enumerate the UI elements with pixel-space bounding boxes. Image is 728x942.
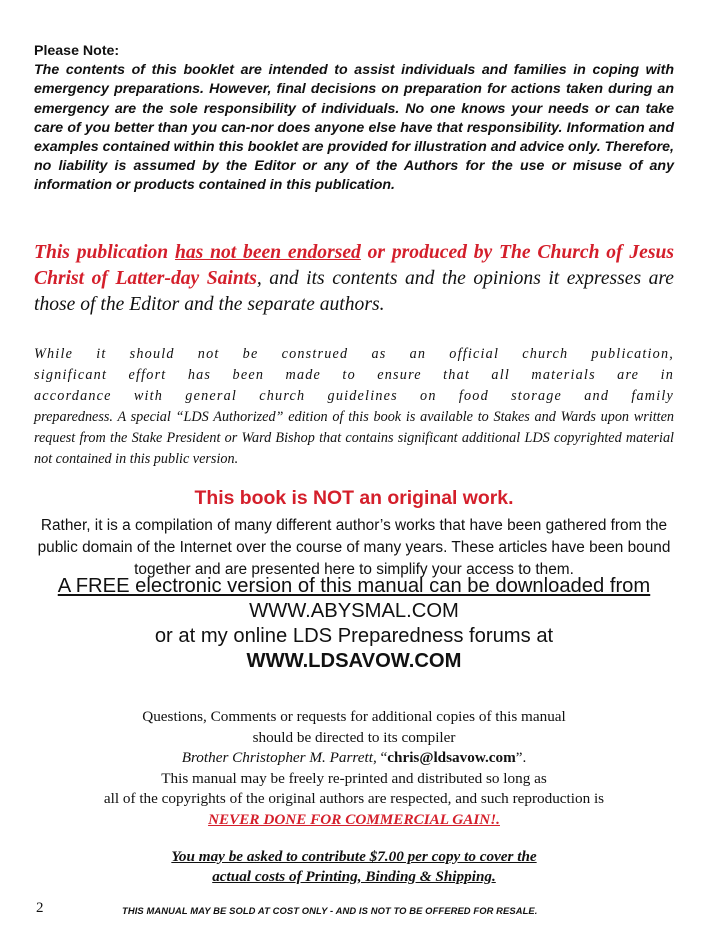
contact-close: ”. — [515, 749, 527, 766]
abysmal-link[interactable]: WWW.ABYSMAL.COM — [249, 600, 459, 622]
page-number: 2 — [36, 900, 44, 916]
official-publication-paragraph — [34, 344, 674, 470]
email-link[interactable]: chris@ldsavow.com — [387, 749, 516, 766]
contribution-line-1: You may be asked to contribute $7.00 per copy to cover the — [171, 848, 537, 865]
note-body: The contents of this booklet are intended to assist individuals and families in coping with emergency preparations. However, final decisions on preparation for actions taken during an emergency are the sole responsibility of individuals. No one knows your needs or can take care of you better than you can-nor does anyone else have that responsibility. Information and examples contained within this booklet are provided for illustration and advice only. Therefore, no liability is assumed by the Editor or any of the Authors for the use or misuse of any information or products contained in this publication. — [34, 62, 674, 194]
forums-line: or at my online LDS Preparedness forums at — [154, 625, 554, 647]
contact-block — [34, 707, 674, 830]
ldsavow-link[interactable]: WWW.LDSAVOW.COM — [246, 650, 462, 672]
official-rest: preparedness. A special “LDS Authorized” edition of this book is available to Stakes and Wards upon written request from the Stake President or Ward Bishop that contains significant additional LDS copyrighted material not contained in this public version. — [34, 409, 674, 467]
compiler-name: Brother Christopher M. Parrett — [181, 749, 373, 766]
endorsement-part5: , and its contents and the opinions it expresses are those of the Editor and the separate authors. — [34, 268, 674, 315]
endorsement-not-endorsed: has not been endorsed — [174, 242, 361, 263]
resale-footer: THIS MANUAL MAY BE SOLD AT COST ONLY - AND IS NOT TO BE OFFERED FOR RESALE. — [122, 905, 538, 916]
contact-line-4: This manual may be freely re-printed and distributed so long as — [161, 769, 547, 787]
official-line-1: While it should not be construed as an official church publication, — [34, 346, 674, 362]
contact-sep: , “ — [372, 749, 388, 766]
endorsement-part1: This publication — [34, 242, 175, 263]
compilation-paragraph: Rather, it is a compilation of many different author’s works that have been gathered from the public domain of the Internet over the course of many years. These articles have been bound together and are presented here to simplify your access to them. — [37, 517, 671, 578]
contact-line-1: Questions, Comments or requests for additional copies of this manual — [142, 708, 566, 725]
contribution-note — [34, 847, 674, 887]
contact-line-5: all of the copyrights of the original authors are respected, and such reproduction is — [103, 790, 605, 807]
never-commercial-gain: NEVER DONE FOR COMMERCIAL GAIN!. — [208, 810, 500, 828]
official-line-3: accordance with general church guidelines on food storage and family — [34, 388, 674, 404]
official-line-2: significant effort has been made to ensure that all materials are in — [34, 367, 674, 383]
disclaimer-note — [34, 42, 674, 196]
not-original-heading: This book is NOT an original work. — [194, 487, 514, 509]
endorsement-part3: or produced by — [360, 242, 500, 263]
endorsement-statement — [34, 240, 674, 318]
contribution-line-2: actual costs of Printing, Binding & Shipping. — [212, 868, 496, 885]
contact-line-3 — [34, 748, 674, 769]
note-heading: Please Note: — [34, 43, 120, 59]
free-version-line: A FREE electronic version of this manual can be downloaded from — [57, 575, 651, 597]
contact-line-2: should be directed to its compiler — [252, 728, 456, 746]
free-version-block — [34, 574, 674, 674]
endorsement-church-name: The Church of Jesus Christ of Latter-day Saints — [34, 242, 675, 289]
